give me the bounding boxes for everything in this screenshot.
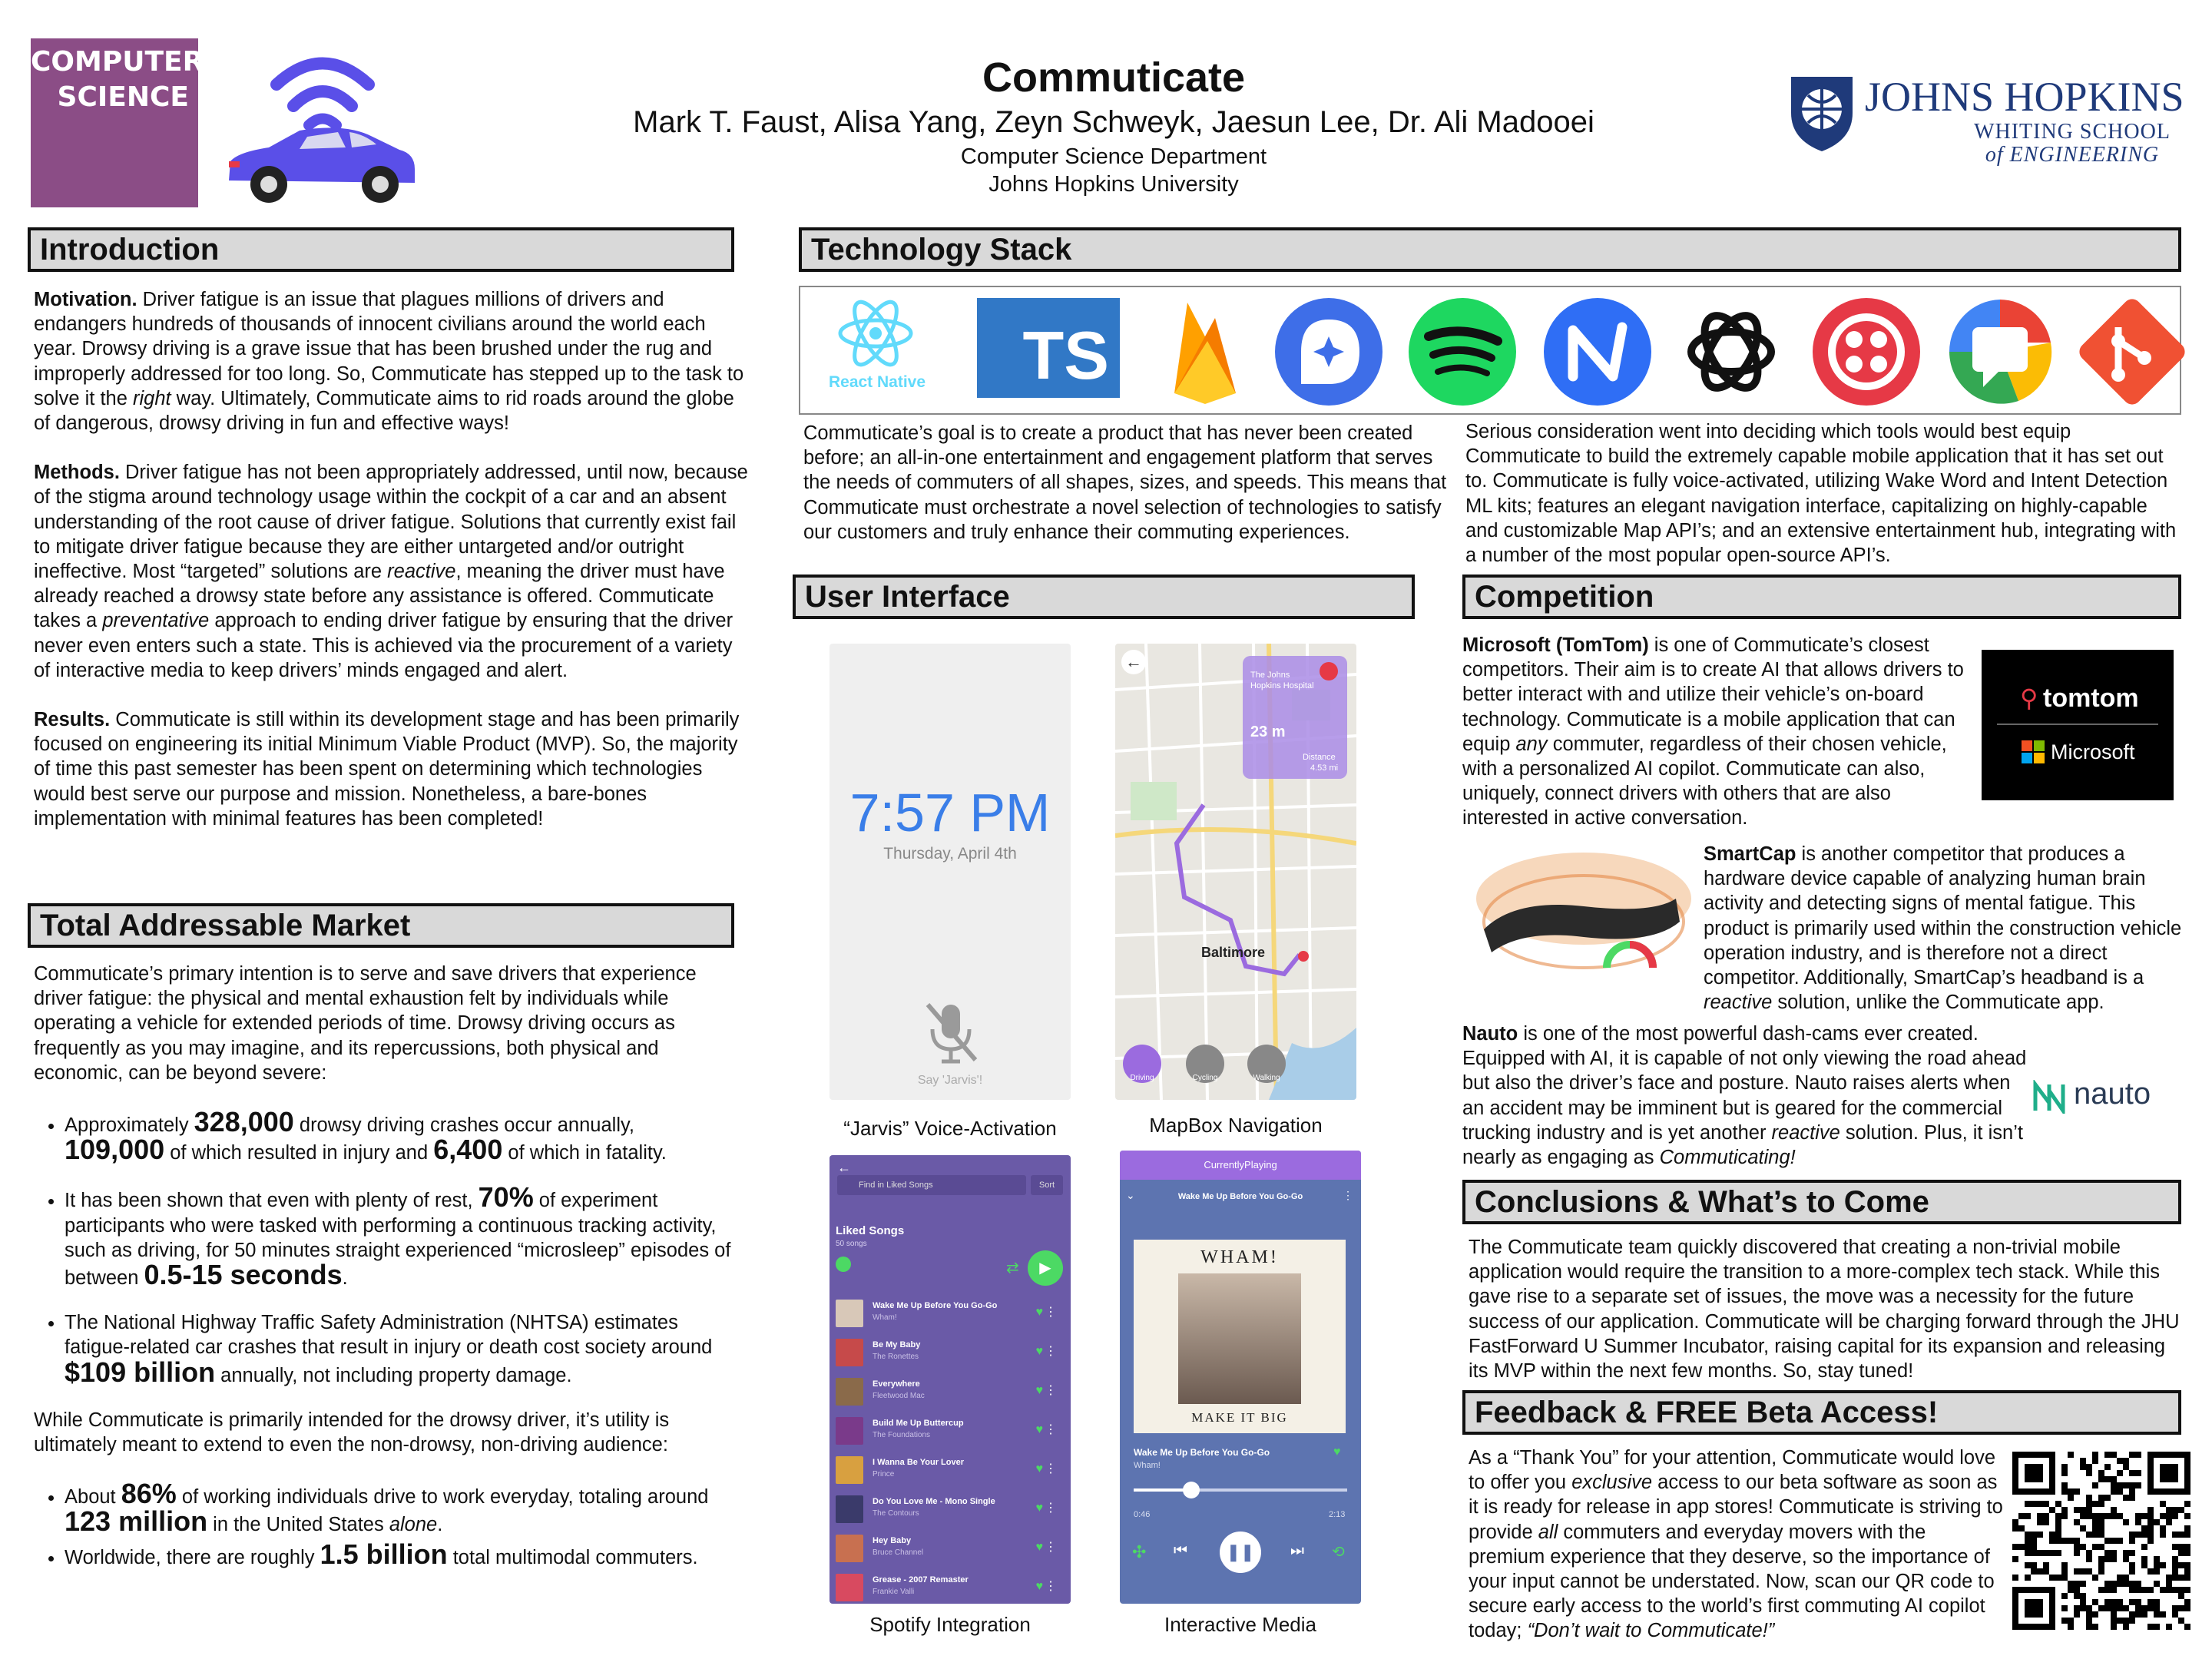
feedback-text-1: As a “Thank You” for your attention, Commuticate would love to offer you bbox=[1469, 1447, 1996, 1494]
stat-text: It has been shown that even with plenty of rest, bbox=[65, 1190, 478, 1212]
stat-text: of experiment participants who were tasked with performing a continuous tracking activity, such as driving, for 50 minutes straight experienced “microsleep” episodes of between bbox=[65, 1190, 731, 1290]
cs-logo-line2: SCIENCE bbox=[57, 81, 189, 113]
market-stats-list-2 bbox=[34, 1478, 748, 1570]
player-next-icon[interactable]: ⏭ bbox=[1290, 1542, 1304, 1559]
motivation-emphasis: right bbox=[132, 387, 171, 409]
results-text: Commuticate is still within its development stage and has been primarily focused on engineering its initial Minimum Viable Product (MVP). So, the majority of time this past semester has been spent on determining which technologies would best serve our purpose and mission. Nonetheless, a bare-bones implementation with minimal features has been completed! bbox=[34, 709, 740, 830]
song-thumbnail bbox=[836, 1300, 863, 1327]
stat-emphasis: alone bbox=[389, 1514, 438, 1536]
stat-text: total multimodal commuters. bbox=[447, 1546, 698, 1568]
song-row[interactable] bbox=[836, 1532, 1066, 1564]
methods-label: Methods. bbox=[34, 462, 120, 484]
song-artist: Bruce Channel bbox=[873, 1548, 924, 1557]
download-icon[interactable] bbox=[836, 1257, 851, 1272]
tech-right-text: Serious consideration went into deciding which tools would best equip Commuticate to build the extremely capable mobile application that it has set out to. Commuticate is fully voice-activated, utilizing Wake Word and Intent Detection ML kits; features an elegant navigation interface, capitalizing on highly-capable and customizable Map API’s; and an extensive entertainment hub, integrating with a number of the most popular open-source API’s. bbox=[1465, 421, 2177, 567]
song-thumbnail bbox=[836, 1378, 863, 1406]
nauto-text-2: solution. Plus, it isn’t nearly as engaging as bbox=[1462, 1121, 2023, 1169]
competition-heading: Competition bbox=[1462, 575, 2181, 619]
methods-text-3: approach to ending driver fatigue by ensuring that the driver never even enters such a state. This is achieved via the procurement of a variety of interactive media to keep drivers’ minds engaged and alert. bbox=[34, 610, 733, 681]
mode-driving-button[interactable]: Driving bbox=[1123, 1045, 1161, 1083]
nauto-text: is one of the most powerful dash-cams ever created. Equipped with AI, it is capable of not only viewing the road ahead but also the driver’s face and posture. Nauto raises alerts when an accident may be imminent but is geared for the commercial trucking industry and is yet another bbox=[1462, 1023, 2027, 1144]
jhu-sub1: WHITING SCHOOL bbox=[1974, 120, 2171, 144]
player-shuffle-icon[interactable]: ✣ bbox=[1132, 1542, 1147, 1561]
results-paragraph bbox=[34, 707, 748, 831]
stat-text: of which resulted in injury and bbox=[164, 1142, 434, 1164]
shuffle-icon[interactable]: ⇄ bbox=[1006, 1260, 1019, 1277]
methods-paragraph bbox=[34, 460, 748, 683]
song-more-icon[interactable]: ⋮ bbox=[1045, 1423, 1057, 1436]
typescript-icon: TS bbox=[977, 298, 1120, 398]
market-intro: Commuticate’s primary intention is to serve and save drivers that experience driver fatigue: the physical and mental exhaustion felt by individuals while operating a vehicle for extended periods of time. Drowsy driving occurs as frequently as you may imagine, and its repercussions, both physical and economic, can be beyond severe: bbox=[34, 963, 697, 1084]
player-collapse-icon[interactable]: ⌄ bbox=[1126, 1189, 1135, 1201]
microsoft-text: is one of Commuticate’s closest competitors. Their aim is to create AI that allows drivers to better interact with and utilize their vehicle’s on-board technology. Commuticate is a mobile application that can equip bbox=[1462, 634, 1964, 755]
methods-emphasis-2: preventative bbox=[102, 610, 210, 632]
stat-text: annually, not including property damage. bbox=[215, 1364, 572, 1386]
song-row[interactable] bbox=[836, 1571, 1066, 1603]
map-destination-pin-icon bbox=[1298, 951, 1309, 962]
stat-text: drowsy driving crashes occur annually, bbox=[293, 1114, 634, 1137]
song-more-icon[interactable]: ⋮ bbox=[1045, 1384, 1057, 1397]
map-destination-line2: Hopkins Hospital bbox=[1250, 681, 1314, 690]
album-title-text: MAKE IT BIG bbox=[1191, 1410, 1288, 1425]
song-more-icon[interactable]: ⋮ bbox=[1045, 1345, 1057, 1358]
feedback-emphasis-3: “Don’t wait to Commuticate!” bbox=[1527, 1620, 1775, 1642]
smartcap-text-end: solution, unlike the Commuticate app. bbox=[1772, 992, 2104, 1014]
spotify-sort-button[interactable]: Sort bbox=[1031, 1175, 1063, 1195]
competition-nauto-text bbox=[1462, 1022, 2031, 1170]
methods-emphasis-1: reactive bbox=[387, 561, 456, 583]
player-progress-track[interactable] bbox=[1134, 1488, 1347, 1492]
map-distance-km: 4.53 mi bbox=[1310, 763, 1339, 773]
song-like-icon[interactable]: ♥ bbox=[1035, 1462, 1043, 1475]
stat-number: 0.5-15 seconds bbox=[144, 1259, 343, 1291]
song-row[interactable] bbox=[836, 1375, 1066, 1407]
song-title: Be My Baby bbox=[873, 1340, 921, 1349]
map-destination-line1: The Johns bbox=[1250, 671, 1290, 680]
mode-walking-button[interactable]: Walking bbox=[1247, 1045, 1286, 1083]
song-thumbnail bbox=[836, 1535, 863, 1562]
competition-microsoft-text bbox=[1462, 633, 1969, 831]
song-like-icon[interactable]: ♥ bbox=[1035, 1541, 1043, 1554]
poster-authors: Mark T. Faust, Alisa Yang, Zeyn Schweyk, Jaesun Lee, Dr. Ali Madooei bbox=[633, 105, 1594, 139]
player-total-time: 2:13 bbox=[1329, 1510, 1346, 1519]
stat-number: 86% bbox=[121, 1478, 177, 1510]
song-row[interactable] bbox=[836, 1414, 1066, 1446]
tomtom-wordmark: tomtom bbox=[2043, 684, 2139, 713]
player-more-icon[interactable]: ⋮ bbox=[1343, 1189, 1353, 1201]
introduction-heading: Introduction bbox=[28, 227, 734, 272]
tomtom-microsoft-logo bbox=[1982, 650, 2174, 800]
player-pause-button[interactable]: ❚❚ bbox=[1220, 1532, 1261, 1573]
jhu-sub2: of ENGINEERING bbox=[1985, 143, 2160, 167]
player-previous-icon[interactable]: ⏮ bbox=[1174, 1542, 1187, 1559]
twilio-icon bbox=[1811, 296, 1922, 407]
song-row[interactable] bbox=[836, 1336, 1066, 1368]
feedback-emphasis-2: all bbox=[1538, 1521, 1558, 1543]
google-chat-icon bbox=[1945, 296, 2055, 407]
feedback-text bbox=[1469, 1445, 2006, 1644]
stat-text: The National Highway Traffic Safety Administration (NHTSA) estimates fatigue-related car crashes that result in injury or death cost society around bbox=[65, 1312, 713, 1359]
player-top-track: Wake Me Up Before You Go-Go bbox=[1177, 1192, 1303, 1201]
smartcap-headband-image bbox=[1469, 837, 1699, 1012]
song-like-icon[interactable]: ♥ bbox=[1035, 1502, 1043, 1515]
player-repeat-icon[interactable]: ⟲ bbox=[1332, 1544, 1345, 1561]
stat-number: 123 million bbox=[65, 1505, 208, 1538]
song-title: Grease - 2007 Remaster bbox=[873, 1575, 969, 1584]
song-like-icon[interactable]: ♥ bbox=[1035, 1345, 1043, 1358]
poster-title: Commuticate bbox=[982, 55, 1246, 101]
song-more-icon[interactable]: ⋮ bbox=[1045, 1306, 1057, 1319]
beta-access-qr-code[interactable] bbox=[2012, 1450, 2190, 1631]
stat-text: . bbox=[342, 1267, 348, 1290]
song-artist: The Ronettes bbox=[873, 1353, 919, 1361]
jhu-wordmark bbox=[1865, 73, 2212, 167]
nauto-logo bbox=[2031, 1072, 2184, 1118]
song-more-icon[interactable]: ⋮ bbox=[1045, 1462, 1057, 1475]
department: Computer Science Department bbox=[960, 144, 1267, 169]
stat-number: 6,400 bbox=[433, 1134, 503, 1166]
jhu-shield-icon bbox=[1783, 71, 1860, 155]
nauto-emphasis-2: Commuticating! bbox=[1659, 1147, 1796, 1169]
messenger-ai-icon bbox=[1273, 296, 1384, 407]
jarvis-time: 7:57 PM bbox=[849, 783, 1051, 843]
stat-text: of which in fatality. bbox=[502, 1142, 667, 1164]
competition-smartcap-text bbox=[1704, 842, 2187, 1015]
motivation-text: Driver fatigue is an issue that plagues millions of drivers and endangers hundreds of thousands of innocent civilians around the world each year. Drowsy driving is a grave issue that has been brushed under the rug and improperly addressed for too long. So, Commuticate has stepped up to the task to solve it the bbox=[34, 289, 744, 409]
n-brand-icon bbox=[1542, 296, 1653, 407]
stat-working-drivers bbox=[65, 1478, 748, 1538]
map-destination-card bbox=[1243, 656, 1347, 779]
feedback-text-2: access to our beta software as soon as it is ready for release in app stores! Commuticate is striving to provide bbox=[1469, 1472, 2003, 1543]
map-caption: MapBox Navigation bbox=[1149, 1114, 1323, 1137]
tech-stack-heading: Technology Stack bbox=[799, 227, 2181, 272]
spotify-caption: Spotify Integration bbox=[869, 1613, 1031, 1636]
song-title: Do You Love Me - Mono Single bbox=[873, 1497, 995, 1506]
song-more-icon[interactable]: ⋮ bbox=[1045, 1502, 1057, 1515]
stat-number: $109 billion bbox=[65, 1356, 216, 1388]
player-progress-knob[interactable] bbox=[1183, 1482, 1200, 1498]
song-artist: The Contours bbox=[873, 1509, 919, 1518]
nauto-emphasis: reactive bbox=[1771, 1121, 1840, 1144]
motivation-text-end: way. Ultimately, Commuticate aims to rid roads around the globe of dangerous, drowsy driving in fun and effective ways! bbox=[34, 387, 734, 435]
mode-cycling-button[interactable]: Cycling bbox=[1186, 1045, 1224, 1083]
market-middle: While Commuticate is primarily intended for the drowsy driver, it’s utility is ultimately meant to extend to even the non-drowsy, non-driving audience: bbox=[34, 1409, 670, 1456]
stat-microsleep bbox=[65, 1181, 748, 1291]
song-thumbnail bbox=[836, 1456, 863, 1484]
stat-crashes bbox=[65, 1106, 748, 1166]
song-like-icon[interactable]: ♥ bbox=[1035, 1306, 1043, 1319]
player-like-icon[interactable]: ♥ bbox=[1333, 1445, 1341, 1459]
song-title: Everywhere bbox=[873, 1379, 920, 1389]
feedback-text-3: commuters and everyday movers with the premium experience that they deserve, so the importance of your input cannot be understated. Now, scan our QR code to secure early access to the world’s first commuting AI copilot today; bbox=[1469, 1521, 1995, 1642]
results-label: Results. bbox=[34, 709, 111, 731]
nauto-mark-icon bbox=[2031, 1080, 2068, 1114]
song-thumbnail bbox=[836, 1417, 863, 1445]
feedback-heading: Feedback & FREE Beta Access! bbox=[1462, 1390, 2181, 1435]
song-like-icon[interactable]: ♥ bbox=[1035, 1384, 1043, 1397]
player-screen bbox=[1120, 1151, 1361, 1604]
nauto-label: Nauto bbox=[1462, 1023, 1518, 1045]
tech-left-text: Commuticate’s goal is to create a product that has never been created before; an all-in-one entertainment and engagement platform that serves the needs of commuters of all shapes, sizes, and speeds. This means that Commuticate must orchestrate a novel selection of technologies to satisfy our customers and truly enhance their commuting experiences. bbox=[803, 422, 1447, 543]
map-city-label: Baltimore bbox=[1201, 945, 1266, 960]
introduction-body bbox=[34, 287, 748, 856]
user-interface-heading: User Interface bbox=[793, 575, 1415, 619]
song-more-icon[interactable]: ⋮ bbox=[1045, 1541, 1057, 1554]
song-title: Build Me Up Buttercup bbox=[873, 1419, 964, 1428]
tech-stack-logos bbox=[799, 286, 2181, 415]
album-artist-text: WHAM! bbox=[1200, 1247, 1279, 1267]
song-row[interactable] bbox=[836, 1492, 1066, 1525]
player-header: CurrentlyPlaying bbox=[1120, 1151, 1361, 1180]
stat-multimodal bbox=[65, 1538, 748, 1570]
microphone-off-icon[interactable] bbox=[920, 1000, 982, 1069]
market-stats-list-1 bbox=[34, 1106, 748, 1388]
song-artist: Prince bbox=[873, 1470, 895, 1479]
market-heading: Total Addressable Market bbox=[28, 903, 734, 948]
market-body bbox=[34, 962, 748, 1570]
motivation-label: Motivation. bbox=[34, 289, 137, 310]
song-artist: Wham! bbox=[873, 1313, 897, 1322]
stat-nhtsa bbox=[65, 1310, 748, 1388]
react-native-label: React Native bbox=[828, 373, 926, 391]
microsoft-label: Microsoft (TomTom) bbox=[1462, 634, 1649, 656]
map-distance-value: 23 m bbox=[1250, 724, 1286, 740]
nauto-wordmark: nauto bbox=[2074, 1077, 2151, 1111]
car-wifi-icon bbox=[223, 46, 422, 215]
map-back-button[interactable]: ← bbox=[1121, 650, 1146, 674]
motivation-paragraph bbox=[34, 287, 748, 435]
player-caption: Interactive Media bbox=[1164, 1613, 1316, 1636]
map-screen bbox=[1115, 644, 1356, 1100]
tomtom-pin-icon: ⚲ bbox=[2020, 684, 2038, 712]
spotify-screen bbox=[830, 1155, 1071, 1604]
spotify-icon bbox=[1407, 296, 1518, 407]
jarvis-screen bbox=[830, 644, 1071, 1100]
song-thumbnail bbox=[836, 1574, 863, 1601]
stat-number: 328,000 bbox=[194, 1106, 294, 1138]
git-icon bbox=[2077, 296, 2187, 407]
song-like-icon[interactable]: ♥ bbox=[1035, 1580, 1043, 1593]
album-photo bbox=[1178, 1273, 1301, 1404]
microsoft-wordmark: Microsoft bbox=[2051, 740, 2135, 763]
conclusions-heading: Conclusions & What’s to Come bbox=[1462, 1180, 2181, 1224]
song-title: Hey Baby bbox=[873, 1536, 912, 1545]
conclusions-text: The Commuticate team quickly discovered that creating a non-trivial mobile application would require the transition to a more-complex tech stack. While this gave rise to a separate set of issues, the move was a necessity for the future success of our application. Commuticate will be charging forward through the JHU FastForward U Summer Incubator, raising capital for its expansion and releasing its MVP within the next few months. So, stay tuned! bbox=[1469, 1237, 2180, 1382]
smartcap-label: SmartCap bbox=[1704, 843, 1796, 865]
university: Johns Hopkins University bbox=[988, 172, 1239, 197]
song-artist: The Foundations bbox=[873, 1431, 931, 1439]
firebase-icon bbox=[1163, 295, 1247, 407]
jarvis-prompt: Say 'Jarvis'! bbox=[917, 1074, 983, 1087]
microsoft-windows-icon bbox=[2022, 740, 2045, 763]
song-like-icon[interactable]: ♥ bbox=[1035, 1423, 1043, 1436]
song-thumbnail bbox=[836, 1339, 863, 1366]
stat-number: 1.5 billion bbox=[320, 1538, 448, 1570]
openai-icon bbox=[1676, 296, 1786, 407]
song-more-icon[interactable]: ⋮ bbox=[1045, 1580, 1057, 1593]
stat-text: About bbox=[65, 1486, 121, 1508]
spotify-song-count: 50 songs bbox=[836, 1240, 867, 1248]
album-art bbox=[1134, 1240, 1346, 1433]
cs-logo-line1: COMPUTER bbox=[31, 46, 204, 78]
spotify-list-title: Liked Songs bbox=[836, 1224, 905, 1237]
stat-number: 70% bbox=[478, 1181, 534, 1214]
song-artist: Frankie Valli bbox=[873, 1588, 915, 1596]
microsoft-emphasis: any bbox=[1515, 733, 1548, 755]
stat-text: Approximately bbox=[65, 1114, 194, 1137]
song-title: I Wanna Be Your Lover bbox=[873, 1458, 964, 1467]
map-close-icon[interactable] bbox=[1320, 662, 1338, 680]
computer-science-logo bbox=[31, 38, 204, 207]
microsoft-text-end: commuter, regardless of their chosen vehicle, with a personalized AI copilot. Commuticate can also, uniquely, connect drivers with others that are also interested in active conversation. bbox=[1462, 733, 1947, 830]
play-button[interactable]: ▶ bbox=[1028, 1250, 1063, 1286]
song-row[interactable] bbox=[836, 1453, 1066, 1485]
stat-text: Worldwide, there are roughly bbox=[65, 1546, 320, 1568]
jarvis-date: Thursday, April 4th bbox=[883, 845, 1017, 863]
spotify-search-input[interactable]: Find in Liked Songs bbox=[837, 1175, 1026, 1195]
logo-divider bbox=[1997, 724, 2158, 725]
methods-text-2: , meaning the driver must have already reached a drowsy state before any assistance is offered. Commuticate takes a bbox=[34, 561, 725, 632]
stat-number: 109,000 bbox=[65, 1134, 165, 1166]
stat-text: . bbox=[437, 1514, 443, 1536]
song-artist: Fleetwood Mac bbox=[873, 1392, 925, 1400]
smartcap-text: is another competitor that produces a hardware device capable of analyzing human brain activity and detecting signs of mental fatigue. This product is primarily used within the construction vehicle operation industry, and is therefore not a direct competitor. Additionally, SmartCap’s headband is a bbox=[1704, 843, 2182, 989]
player-track-title: Wake Me Up Before You Go-Go bbox=[1134, 1447, 1270, 1458]
methods-text: Driver fatigue has not been appropriately addressed, until now, because of the stigma around technology usage within the cockpit of a car and an absent understanding of the root cause of driver fatigue. Solutions that currently exist fail to mitigate driver fatigue because they are either untargeted and/or outright ineffective. Most “targeted” solutions are bbox=[34, 462, 748, 583]
smartcap-emphasis: reactive bbox=[1704, 992, 1773, 1014]
song-title: Wake Me Up Before You Go-Go bbox=[873, 1301, 998, 1310]
feedback-emphasis-1: exclusive bbox=[1571, 1472, 1653, 1494]
react-native-icon bbox=[830, 295, 922, 372]
spotify-back-icon[interactable]: ← bbox=[837, 1160, 851, 1175]
stat-text: of working individuals drive to work everyday, totaling around bbox=[176, 1486, 709, 1508]
player-elapsed-time: 0:46 bbox=[1134, 1510, 1151, 1519]
jhu-name: JOHNS HOPKINS bbox=[1865, 74, 2184, 120]
song-thumbnail bbox=[836, 1495, 863, 1523]
song-row[interactable] bbox=[836, 1296, 1066, 1329]
affiliation bbox=[538, 143, 1690, 198]
player-track-artist: Wham! bbox=[1134, 1461, 1161, 1470]
map-distance-label: Distance bbox=[1303, 753, 1336, 762]
stat-text: in the United States bbox=[207, 1514, 389, 1536]
jarvis-caption: “Jarvis” Voice-Activation bbox=[843, 1117, 1057, 1140]
